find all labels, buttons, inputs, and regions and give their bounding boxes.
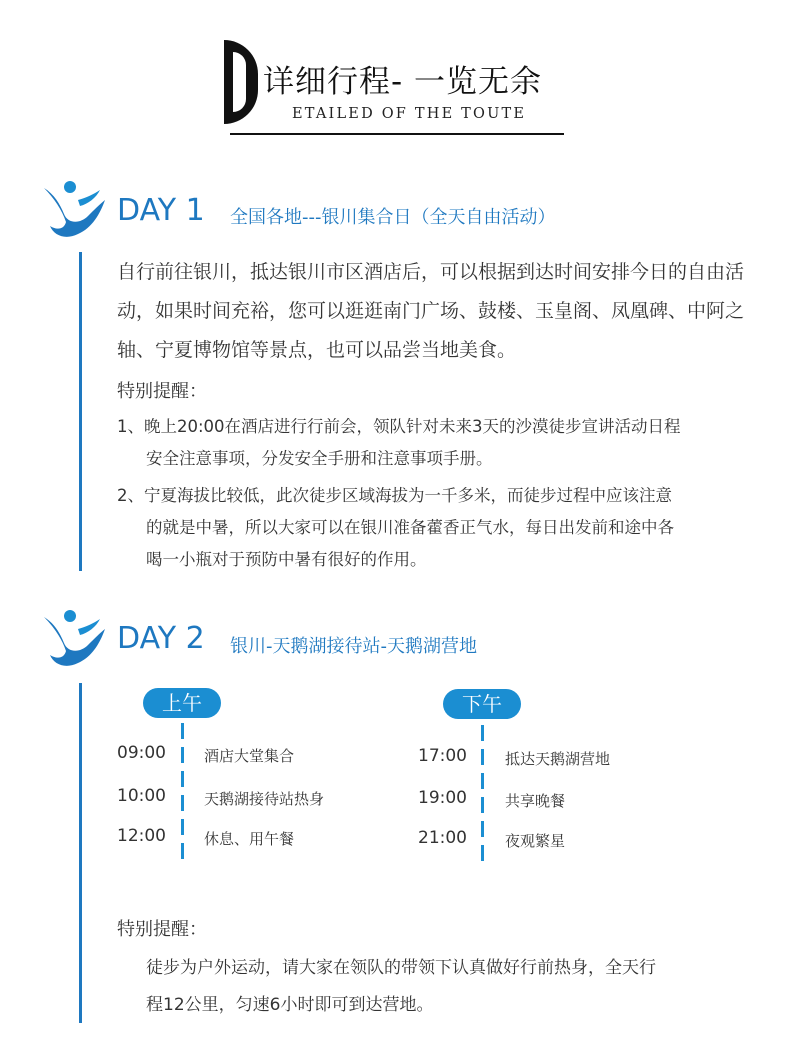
schedule-activity: 天鹅湖接待站热身 [204,790,325,808]
day1-intro: 自行前往银川，抵达银川市区酒店后，可以根据到达时间安排今日的自由活动，如果时间充裕，您可以逛逛南门广场、鼓楼、玉皇阁、凤凰碑、中阿之轴、宁夏博物馆等景点，也可以品尝当地美食。 [117,261,745,361]
schedule-activity: 抵达天鹅湖营地 [505,750,611,768]
morning-pill: 上午 [143,688,221,718]
header-divider [230,133,564,135]
schedule-time: 21:00 [418,828,467,848]
schedule-time: 12:00 [117,826,166,846]
day1-tips-title: 特别提醒： [117,381,207,402]
schedule-time: 19:00 [418,788,467,808]
schedule-time: 09:00 [117,743,166,763]
day2-title: DAY 2 [117,621,205,656]
day1-tip-line: 1、晚上20:00在酒店进行行前会，领队针对未来3天的沙漠徒步宣讲活动日程 [117,417,681,436]
day1-tip-line: 喝一小瓶对于预防中暑有很好的作用。 [146,550,427,569]
schedule-activity: 共享晚餐 [505,792,566,810]
dancer-logo-icon [42,180,106,240]
page-title: 详细行程- 一览无余 [263,64,543,100]
schedule-time: 17:00 [418,746,467,766]
day1-title: DAY 1 [117,193,205,228]
day2-subtitle: 银川-天鹅湖接待站-天鹅湖营地 [230,636,477,657]
afternoon-dashed-line [481,725,484,863]
page-subtitle: ETAILED OF THE TOUTE [292,106,527,122]
schedule-time: 10:00 [117,786,166,806]
day1-tip-line: 2、宁夏海拔比较低，此次徒步区域海拔为一千多米，而徒步过程中应该注意 [117,486,672,505]
dancer-logo-icon [42,609,106,669]
schedule-activity: 休息、用午餐 [204,830,295,848]
day1-tip-line: 的就是中暑，所以大家可以在银川准备藿香正气水，每日出发前和途中各 [146,518,674,537]
afternoon-pill: 下午 [443,689,521,719]
day1-tip-line: 安全注意事项，分发安全手册和注意事项手册。 [146,449,493,468]
morning-dashed-line [181,723,184,861]
schedule-activity: 酒店大堂集合 [204,747,295,765]
day1-timeline-line [79,252,82,571]
day2-note-line: 程12公里，匀速6小时即可到达营地。 [146,995,434,1015]
day2-tips-title: 特别提醒： [117,919,207,940]
day2-note-line: 徒步为户外运动，请大家在领队的带领下认真做好行前热身，全天行 [146,958,656,978]
header-initial-d [224,40,258,124]
day2-timeline-line [79,683,82,1023]
day1-subtitle: 全国各地---银川集合日（全天自由活动） [230,207,556,228]
schedule-activity: 夜观繁星 [505,832,566,850]
